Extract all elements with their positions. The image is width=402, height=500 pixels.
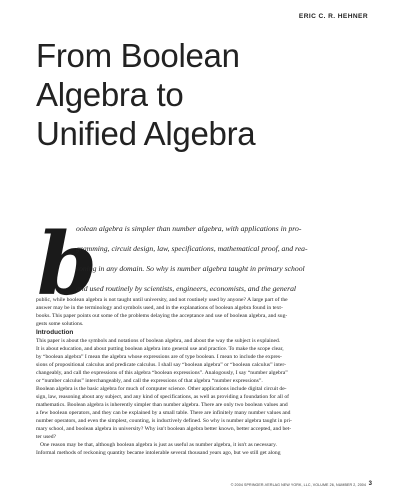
title-line: Algebra to — [36, 76, 184, 113]
abstract-line: public, while boolean algebra is not taught until university, and not routinely used by anyone? A large part of the — [36, 297, 288, 303]
body-line: sign, law, reasoning about any subject, and any kind of specifications, as well as providing a foundation for all of — [36, 394, 290, 400]
body-line: or “number calculus” interchangeably, and call the expressions of that algebra “number expressions”. — [36, 378, 263, 384]
article-title — [36, 36, 336, 153]
abstract-line: gramming, circuit design, law, specifications, mathematical proof, and rea- — [76, 244, 308, 253]
abstract-line: and used routinely by scientists, engineers, economists, and the general — [76, 284, 297, 293]
abstract-line: soning in any domain. So why is number algebra taught in primary school — [76, 264, 305, 273]
body-line: number operators, and even the simplest, counting, is inductively defined. So why is number algebra taught in pri- — [36, 418, 292, 424]
title-line: From Boolean — [36, 37, 240, 74]
body-line: Informal methods of reckoning quantity became intolerable several thousand years ago, but we still get along — [36, 450, 281, 456]
body-line: Boolean algebra is the basic algebra for much of computer science. Other applications include digital circuit de- — [36, 386, 287, 392]
body-line: It is about education, and about putting boolean algebra into general use and practice. To make the scope clear, — [36, 346, 284, 352]
body-line: mathematics. Boolean algebra is inherently simpler than number algebra. There are only two boolean values and — [36, 402, 288, 408]
title-line: Unified Algebra — [36, 115, 256, 152]
drop-cap: b — [37, 214, 98, 315]
abstract-line: books. This paper points out some of the problems delaying the acceptance and use of boolean algebra, and sug- — [36, 313, 288, 319]
body-line: changeably, and call the expressions of this algebra “boolean expressions”. Analogously, I say “number algebra” — [36, 370, 288, 376]
body-line: ter used? — [36, 434, 57, 440]
author-name: ERIC C. R. HEHNER — [298, 13, 368, 20]
body-line: One reason may be that, although boolean algebra is just as useful as number algebra, it isn't as necessary. — [40, 442, 277, 448]
body-line: This paper is about the symbols and notations of boolean algebra, and about the way the subject is explained. — [36, 338, 281, 344]
body-line: sions of propositional calculus and predicate calculus. I shall say “boolean algebra” or “boolean calculus” inter- — [36, 362, 286, 368]
body-line: by “boolean algebra” I mean the algebra whose expressions are of type boolean. I mean to include the expres- — [36, 354, 282, 360]
body-line: a few boolean operators, and they can be explained by a small table. There are infinitely many number values and — [36, 410, 291, 416]
page-number: 3 — [368, 481, 372, 487]
abstract-line: gests some solutions. — [36, 321, 84, 327]
copyright-footer: © 2004 SPRINGER-VERLAG NEW YORK, LLC, VOLUME 26, NUMBER 2, 2004 — [230, 483, 366, 487]
abstract-line: answer may be in the terminology and symbols used, and in the explanations of boolean algebra found in text- — [36, 305, 283, 311]
abstract-line: oolean algebra is simpler than number algebra, with applications in pro- — [76, 224, 302, 233]
section-heading: Introduction — [36, 329, 74, 336]
body-line: mary school, and boolean algebra in university? Why isn't boolean algebra better known, better accepted, and bet- — [36, 426, 292, 432]
